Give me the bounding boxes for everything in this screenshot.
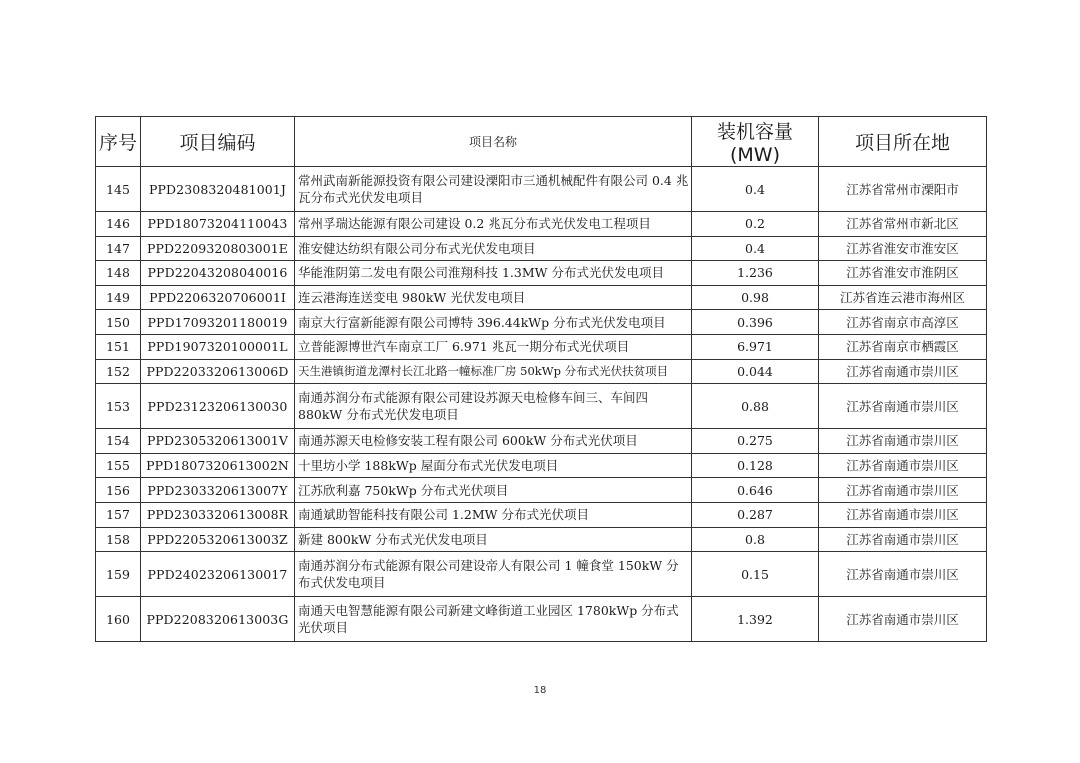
page-number: 18 bbox=[533, 685, 547, 696]
cell-seq: 150 bbox=[96, 310, 141, 335]
table-row bbox=[96, 453, 987, 478]
cell-capacity: 0.275 bbox=[692, 429, 819, 454]
cell-location: 江苏省南通市崇川区 bbox=[819, 552, 987, 597]
header-seq: 序号 bbox=[96, 117, 141, 167]
cell-seq: 145 bbox=[96, 167, 141, 212]
cell-seq: 158 bbox=[96, 527, 141, 552]
cell-location: 江苏省南通市崇川区 bbox=[819, 478, 987, 503]
cell-location: 江苏省南京市栖霞区 bbox=[819, 334, 987, 359]
cell-name: 江苏欣利嘉 750kWp 分布式光伏项目 bbox=[295, 478, 692, 503]
table-row bbox=[96, 552, 987, 597]
cell-name: 天生港镇街道龙潭村长江北路一幢标准厂房 50kWp 分布式光伏扶贫项目 bbox=[295, 359, 692, 384]
cell-capacity: 0.287 bbox=[692, 502, 819, 527]
cell-code: PPD22043208040016 bbox=[141, 261, 295, 286]
project-table bbox=[95, 116, 987, 642]
table-row bbox=[96, 527, 987, 552]
cell-code: PPD1907320100001L bbox=[141, 334, 295, 359]
cell-location: 江苏省南通市崇川区 bbox=[819, 502, 987, 527]
cell-seq: 152 bbox=[96, 359, 141, 384]
header-capacity: 装机容量(MW) bbox=[692, 117, 819, 167]
cell-seq: 155 bbox=[96, 453, 141, 478]
cell-capacity: 6.971 bbox=[692, 334, 819, 359]
table-row bbox=[96, 429, 987, 454]
cell-code: PPD2303320613007Y bbox=[141, 478, 295, 503]
cell-code: PPD2206320706001I bbox=[141, 285, 295, 310]
table-row bbox=[96, 285, 987, 310]
cell-location: 江苏省淮安市淮阴区 bbox=[819, 261, 987, 286]
cell-location: 江苏省淮安市淮安区 bbox=[819, 236, 987, 261]
cell-code: PPD2209320803001E bbox=[141, 236, 295, 261]
cell-location: 江苏省常州市新北区 bbox=[819, 212, 987, 237]
cell-seq: 149 bbox=[96, 285, 141, 310]
cell-code: PPD17093201180019 bbox=[141, 310, 295, 335]
cell-name: 十里坊小学 188kWp 屋面分布式光伏发电项目 bbox=[295, 453, 692, 478]
cell-name: 连云港海连送变电 980kW 光伏发电项目 bbox=[295, 285, 692, 310]
cell-seq: 159 bbox=[96, 552, 141, 597]
cell-seq: 154 bbox=[96, 429, 141, 454]
cell-name: 新建 800kW 分布式光伏发电项目 bbox=[295, 527, 692, 552]
cell-code: PPD23123206130030 bbox=[141, 384, 295, 429]
cell-code: PPD1807320613002N bbox=[141, 453, 295, 478]
header-code: 项目编码 bbox=[141, 117, 295, 167]
table-row bbox=[96, 334, 987, 359]
cell-capacity: 0.128 bbox=[692, 453, 819, 478]
cell-seq: 160 bbox=[96, 597, 141, 642]
cell-capacity: 0.646 bbox=[692, 478, 819, 503]
cell-location: 江苏省常州市溧阳市 bbox=[819, 167, 987, 212]
table-row bbox=[96, 478, 987, 503]
table-row bbox=[96, 167, 987, 212]
cell-code: PPD2305320613001V bbox=[141, 429, 295, 454]
cell-capacity: 0.4 bbox=[692, 236, 819, 261]
table-row bbox=[96, 236, 987, 261]
cell-code: PPD24023206130017 bbox=[141, 552, 295, 597]
cell-location: 江苏省南通市崇川区 bbox=[819, 359, 987, 384]
cell-location: 江苏省南通市崇川区 bbox=[819, 597, 987, 642]
cell-name: 南通苏润分布式能源有限公司建设苏源天电检修车间三、车间四 880kW 分布式光伏发电项目 bbox=[295, 384, 692, 429]
cell-seq: 148 bbox=[96, 261, 141, 286]
header-location: 项目所在地 bbox=[819, 117, 987, 167]
cell-seq: 157 bbox=[96, 502, 141, 527]
cell-name: 常州武南新能源投资有限公司建设溧阳市三通机械配件有限公司 0.4 兆瓦分布式光伏发电项目 bbox=[295, 167, 692, 212]
cell-name: 常州孚瑞达能源有限公司建设 0.2 兆瓦分布式光伏发电工程项目 bbox=[295, 212, 692, 237]
cell-code: PPD2308320481001J bbox=[141, 167, 295, 212]
cell-code: PPD18073204110043 bbox=[141, 212, 295, 237]
table-row bbox=[96, 597, 987, 642]
table-row bbox=[96, 261, 987, 286]
table-header bbox=[96, 117, 987, 167]
cell-seq: 146 bbox=[96, 212, 141, 237]
cell-capacity: 0.044 bbox=[692, 359, 819, 384]
cell-seq: 151 bbox=[96, 334, 141, 359]
table-row bbox=[96, 359, 987, 384]
cell-seq: 153 bbox=[96, 384, 141, 429]
cell-capacity: 0.98 bbox=[692, 285, 819, 310]
cell-name: 立普能源博世汽车南京工厂 6.971 兆瓦一期分布式光伏项目 bbox=[295, 334, 692, 359]
cell-code: PPD2203320613006D bbox=[141, 359, 295, 384]
cell-code: PPD2303320613008R bbox=[141, 502, 295, 527]
cell-capacity: 0.8 bbox=[692, 527, 819, 552]
cell-name: 南通天电智慧能源有限公司新建文峰街道工业园区 1780kWp 分布式光伏项目 bbox=[295, 597, 692, 642]
table-body bbox=[96, 167, 987, 642]
cell-seq: 156 bbox=[96, 478, 141, 503]
cell-code: PPD2205320613003Z bbox=[141, 527, 295, 552]
cell-name: 南京大行富新能源有限公司博特 396.44kWp 分布式光伏发电项目 bbox=[295, 310, 692, 335]
cell-name: 南通苏润分布式能源有限公司建设帝人有限公司 1 幢食堂 150kW 分布式伏发电项目 bbox=[295, 552, 692, 597]
cell-capacity: 0.2 bbox=[692, 212, 819, 237]
cell-location: 江苏省南通市崇川区 bbox=[819, 527, 987, 552]
table-row bbox=[96, 212, 987, 237]
table-row bbox=[96, 384, 987, 429]
cell-location: 江苏省南通市崇川区 bbox=[819, 384, 987, 429]
cell-name: 南通苏源天电检修安装工程有限公司 600kW 分布式光伏项目 bbox=[295, 429, 692, 454]
cell-name: 南通斌助智能科技有限公司 1.2MW 分布式光伏项目 bbox=[295, 502, 692, 527]
cell-capacity: 0.15 bbox=[692, 552, 819, 597]
cell-name: 华能淮阴第二发电有限公司淮翔科技 1.3MW 分布式光伏发电项目 bbox=[295, 261, 692, 286]
header-name: 项目名称 bbox=[295, 117, 692, 167]
cell-code: PPD2208320613003G bbox=[141, 597, 295, 642]
header-row bbox=[96, 117, 987, 167]
cell-location: 江苏省南通市崇川区 bbox=[819, 429, 987, 454]
cell-location: 江苏省南京市高淳区 bbox=[819, 310, 987, 335]
table-row bbox=[96, 502, 987, 527]
cell-capacity: 0.4 bbox=[692, 167, 819, 212]
table-row bbox=[96, 310, 987, 335]
cell-seq: 147 bbox=[96, 236, 141, 261]
cell-capacity: 0.396 bbox=[692, 310, 819, 335]
cell-name: 淮安健达纺织有限公司分布式光伏发电项目 bbox=[295, 236, 692, 261]
cell-location: 江苏省连云港市海州区 bbox=[819, 285, 987, 310]
cell-capacity: 1.236 bbox=[692, 261, 819, 286]
cell-location: 江苏省南通市崇川区 bbox=[819, 453, 987, 478]
cell-capacity: 0.88 bbox=[692, 384, 819, 429]
cell-capacity: 1.392 bbox=[692, 597, 819, 642]
